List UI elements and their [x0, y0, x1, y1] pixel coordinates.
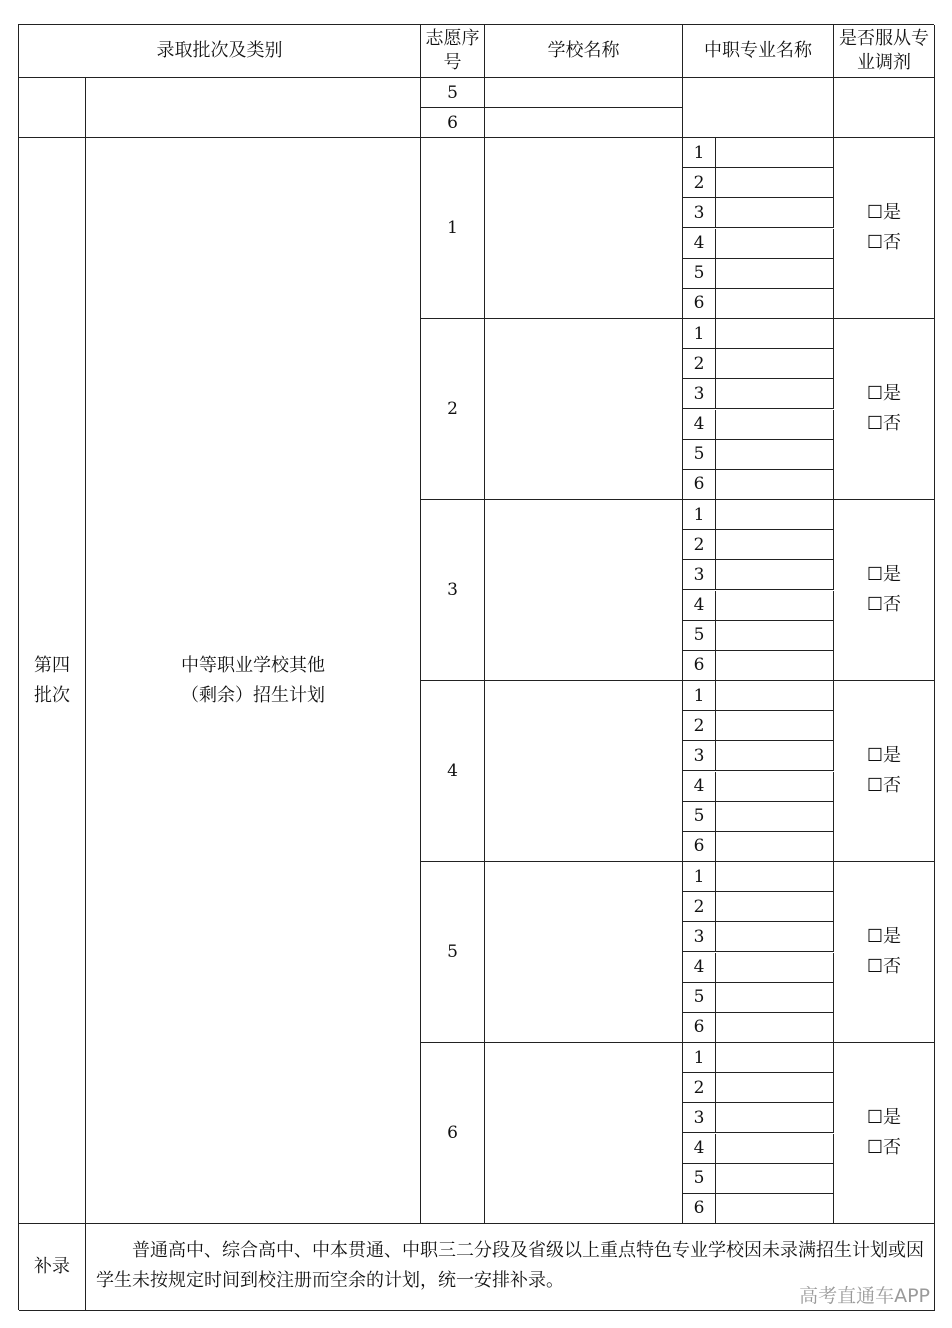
major-name-field[interactable]	[716, 772, 834, 802]
choice-number: 3	[421, 500, 485, 681]
adjust-no-checkbox[interactable]: ☐否	[866, 413, 902, 434]
adjust-yes-checkbox[interactable]: ☐是	[866, 926, 902, 947]
header-adjust: 是否服从专业调剂	[834, 25, 935, 78]
major-number: 5	[683, 802, 716, 832]
major-name-field[interactable]	[716, 922, 834, 952]
header-major-name: 中职专业名称	[683, 25, 834, 78]
supplement-text: 普通高中、综合高中、中本贯通、中职三二分段及省级以上重点特色专业学校因未录满招生计划或因学生未按规定时间到校注册而空余的计划，统一安排补录。	[86, 1224, 935, 1311]
major-number: 4	[683, 229, 716, 259]
major-number: 3	[683, 922, 716, 952]
major-number: 3	[683, 379, 716, 409]
major-number: 2	[683, 892, 716, 922]
major-name-field[interactable]	[716, 1103, 834, 1133]
adjust-no-checkbox[interactable]: ☐否	[866, 1137, 902, 1158]
choice-number: 4	[421, 681, 485, 862]
major-name-field[interactable]	[716, 1043, 834, 1073]
top-choice-number: 5	[421, 78, 485, 108]
major-name-field[interactable]	[716, 621, 834, 651]
choice-number: 2	[421, 319, 485, 500]
major-number: 6	[683, 289, 716, 319]
adjust-yes-checkbox[interactable]: ☐是	[866, 564, 902, 585]
header-choice-no: 志愿序号	[421, 25, 485, 78]
major-name-field[interactable]	[716, 470, 834, 500]
major-name-field[interactable]	[716, 440, 834, 470]
major-number: 4	[683, 410, 716, 440]
major-name-field[interactable]	[716, 168, 834, 198]
major-name-field[interactable]	[716, 289, 834, 319]
major-name-field[interactable]	[716, 832, 834, 862]
major-name-field[interactable]	[716, 802, 834, 832]
major-name-field[interactable]	[716, 229, 834, 259]
major-number: 1	[683, 862, 716, 892]
watermark-text: 高考直通车APP	[799, 1285, 930, 1307]
adjust-options	[834, 500, 935, 681]
major-number: 4	[683, 591, 716, 621]
major-name-field[interactable]	[716, 259, 834, 289]
major-number: 1	[683, 500, 716, 530]
adjust-yes-checkbox[interactable]: ☐是	[866, 202, 902, 223]
major-number: 1	[683, 319, 716, 349]
major-number: 4	[683, 772, 716, 802]
school-name-field[interactable]	[485, 319, 683, 500]
header-school-name: 学校名称	[485, 25, 683, 78]
adjust-options	[834, 862, 935, 1043]
major-number: 3	[683, 198, 716, 228]
major-name-field[interactable]	[716, 983, 834, 1013]
school-name-field[interactable]	[485, 681, 683, 862]
major-name-field[interactable]	[716, 862, 834, 892]
adjust-no-checkbox[interactable]: ☐否	[866, 594, 902, 615]
top-category-cell	[86, 78, 421, 138]
batch-name: 第四批次	[19, 138, 86, 1224]
major-number: 6	[683, 651, 716, 681]
adjust-yes-checkbox[interactable]: ☐是	[866, 1107, 902, 1128]
major-name-field[interactable]	[716, 530, 834, 560]
choice-number: 1	[421, 138, 485, 319]
major-number: 2	[683, 711, 716, 741]
school-name-field[interactable]	[485, 1043, 683, 1224]
major-name-field[interactable]	[716, 741, 834, 771]
adjust-cell	[834, 78, 935, 138]
major-name-field[interactable]	[716, 410, 834, 440]
major-number: 4	[683, 1134, 716, 1164]
header-batch-type: 录取批次及类别	[19, 25, 421, 78]
major-number: 1	[683, 1043, 716, 1073]
school-name-field[interactable]	[485, 500, 683, 681]
adjust-options	[834, 1043, 935, 1224]
major-number: 2	[683, 530, 716, 560]
school-name-field[interactable]	[485, 78, 683, 108]
major-name-field[interactable]	[716, 1013, 834, 1043]
major-name-field[interactable]	[716, 319, 834, 349]
school-name-field[interactable]	[485, 138, 683, 319]
major-number: 6	[683, 1013, 716, 1043]
major-number: 4	[683, 953, 716, 983]
major-name-field[interactable]	[716, 711, 834, 741]
top-choice-number: 6	[421, 108, 485, 138]
major-number: 6	[683, 1194, 716, 1224]
major-number: 6	[683, 470, 716, 500]
major-number: 3	[683, 741, 716, 771]
major-number: 6	[683, 832, 716, 862]
major-number: 1	[683, 138, 716, 168]
adjust-options	[834, 681, 935, 862]
batch-category: 中等职业学校其他（剩余）招生计划	[86, 138, 421, 1224]
major-number: 5	[683, 983, 716, 1013]
adjust-no-checkbox[interactable]: ☐否	[866, 775, 902, 796]
major-name-field[interactable]	[716, 1134, 834, 1164]
major-name-field[interactable]	[716, 1073, 834, 1103]
top-batch-cell	[19, 78, 86, 138]
major-name-field[interactable]	[716, 500, 834, 530]
school-name-field[interactable]	[485, 862, 683, 1043]
major-name-field[interactable]	[716, 379, 834, 409]
major-number: 5	[683, 259, 716, 289]
adjust-yes-checkbox[interactable]: ☐是	[866, 383, 902, 404]
school-name-field[interactable]	[485, 108, 683, 138]
major-name-field[interactable]	[716, 198, 834, 228]
major-number: 3	[683, 560, 716, 590]
major-name-field[interactable]	[716, 953, 834, 983]
major-name-field[interactable]	[716, 681, 834, 711]
major-number: 5	[683, 440, 716, 470]
major-name-field[interactable]	[683, 78, 834, 138]
major-name-field[interactable]	[716, 591, 834, 621]
major-name-field[interactable]	[716, 560, 834, 590]
major-number: 2	[683, 349, 716, 379]
major-number: 5	[683, 1164, 716, 1194]
admission-form-table	[18, 24, 934, 1310]
adjust-no-checkbox[interactable]: ☐否	[866, 956, 902, 977]
major-name-field[interactable]	[716, 1164, 834, 1194]
major-number: 2	[683, 1073, 716, 1103]
adjust-options	[834, 138, 935, 319]
adjust-options	[834, 319, 935, 500]
adjust-yes-checkbox[interactable]: ☐是	[866, 745, 902, 766]
major-name-field[interactable]	[716, 349, 834, 379]
major-number: 3	[683, 1103, 716, 1133]
adjust-no-checkbox[interactable]: ☐否	[866, 232, 902, 253]
major-number: 5	[683, 621, 716, 651]
major-name-field[interactable]	[716, 1194, 834, 1224]
major-name-field[interactable]	[716, 892, 834, 922]
major-number: 2	[683, 168, 716, 198]
choice-number: 5	[421, 862, 485, 1043]
supplement-label: 补录	[19, 1224, 86, 1311]
choice-number: 6	[421, 1043, 485, 1224]
major-name-field[interactable]	[716, 138, 834, 168]
major-name-field[interactable]	[716, 651, 834, 681]
major-number: 1	[683, 681, 716, 711]
